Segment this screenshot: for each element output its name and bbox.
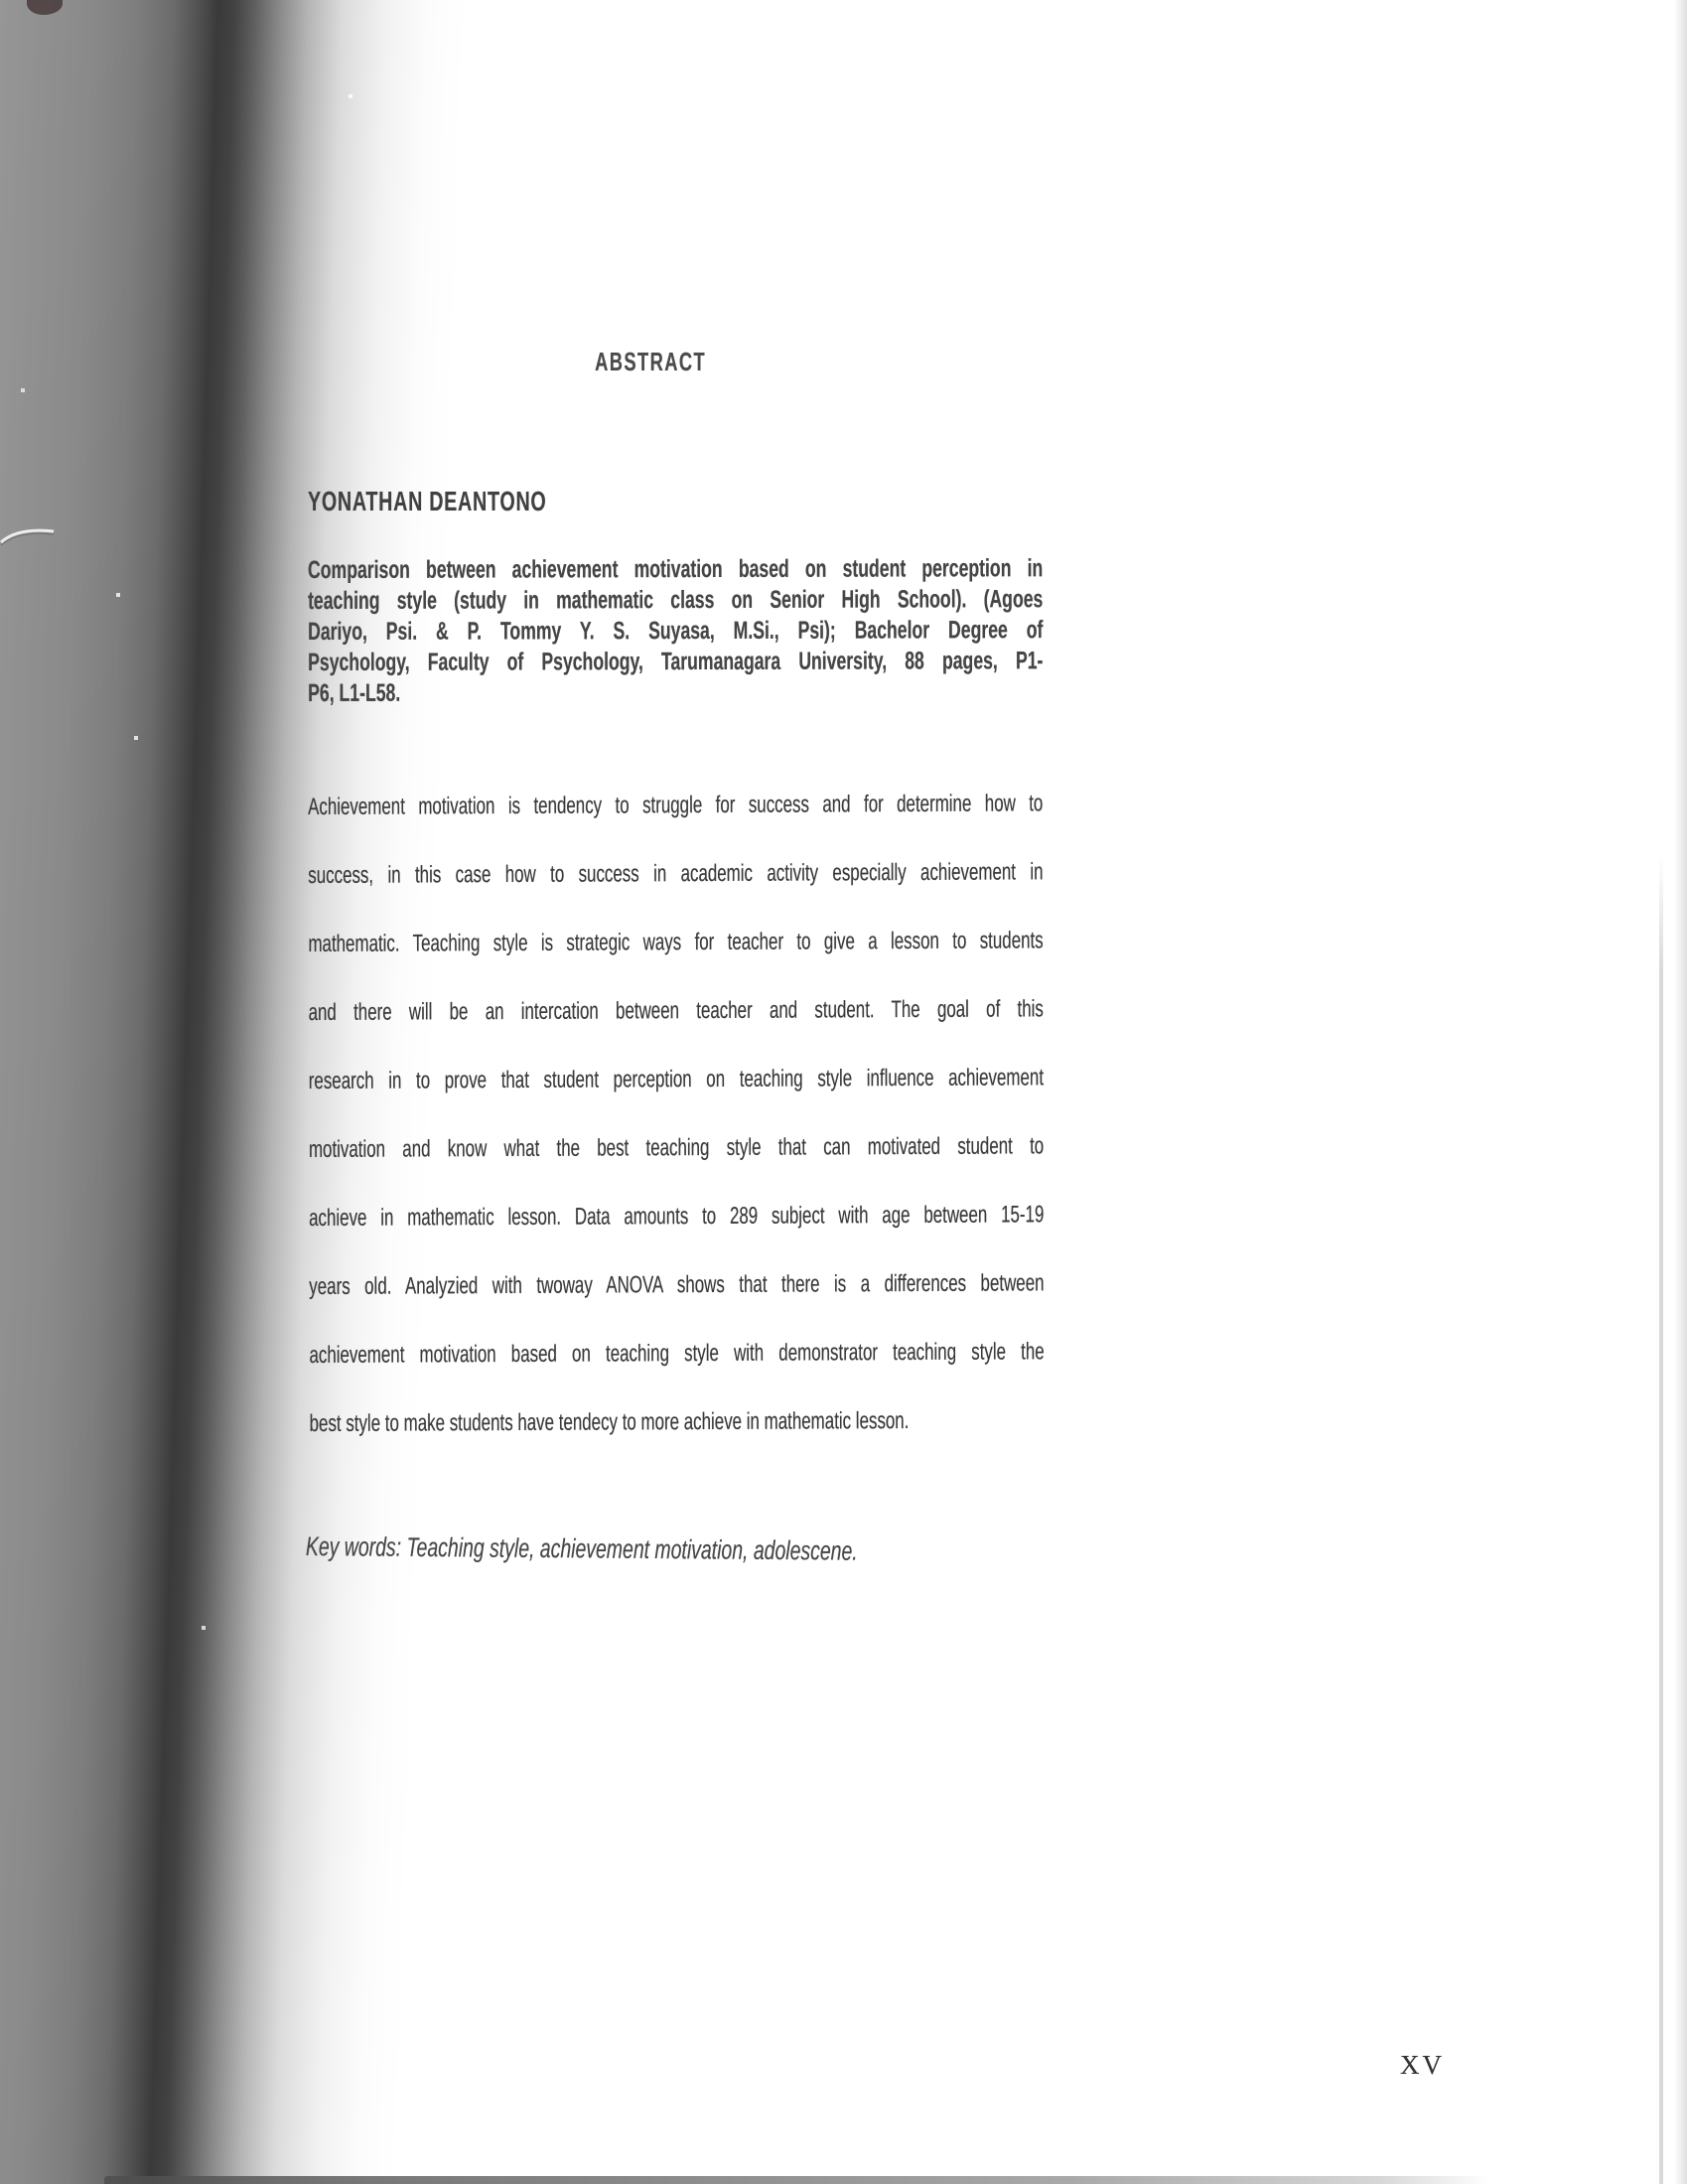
page-number: XV — [1400, 2050, 1445, 2080]
text-line: achievement motivation based on teaching style with demonstrator teaching style the — [309, 1338, 1045, 1369]
text-line: teaching style (study in mathematic class on Senior High School). (Agoes — [308, 585, 1044, 615]
text-line: Psychology, Faculty of Psychology, Tarumanagara University, 88 pages, P1- — [308, 647, 1044, 676]
citation-paragraph — [308, 553, 1043, 709]
text-line: best style to make students have tendecy to more achieve in mathematic lesson. — [309, 1407, 910, 1437]
text-line: motivation and know what the best teaching style that can motivated student to — [308, 1132, 1045, 1163]
text-line: Dariyo, Psi. & P. Tommy Y. S. Suyasa, M.Si., Psi); Bachelor Degree of — [308, 616, 1044, 646]
abstract-paragraph — [308, 769, 1045, 1458]
text-line: and there will be an intercation between teacher and student. The goal of this — [308, 995, 1044, 1026]
text-line: years old. Analyzied with twoway ANOVA shows that there is a differences between — [309, 1269, 1045, 1300]
abstract-title: ABSTRACT — [595, 347, 707, 376]
text-line: Achievement motivation is tendency to struggle for success and for determine how to — [308, 790, 1044, 820]
text-line: P6, L1-L58. — [308, 678, 401, 707]
text-line: mathematic. Teaching style is strategic ways for teacher to give a lesson to students — [308, 927, 1044, 957]
text-line: achieve in mathematic lesson. Data amounts to 289 subject with age between 15-19 — [309, 1201, 1045, 1232]
text-line: research in to prove that student perception on teaching style influence achievement — [308, 1064, 1045, 1094]
text-line: success, in this case how to success in academic activity especially achievement in — [308, 858, 1044, 889]
author-name: YONATHAN DEANTONO — [308, 486, 547, 516]
text-line: Comparison between achievement motivation based on student perception in — [308, 554, 1044, 584]
keywords-line: Key words: Teaching style, achievement motivation, adolescene. — [305, 1531, 858, 1566]
